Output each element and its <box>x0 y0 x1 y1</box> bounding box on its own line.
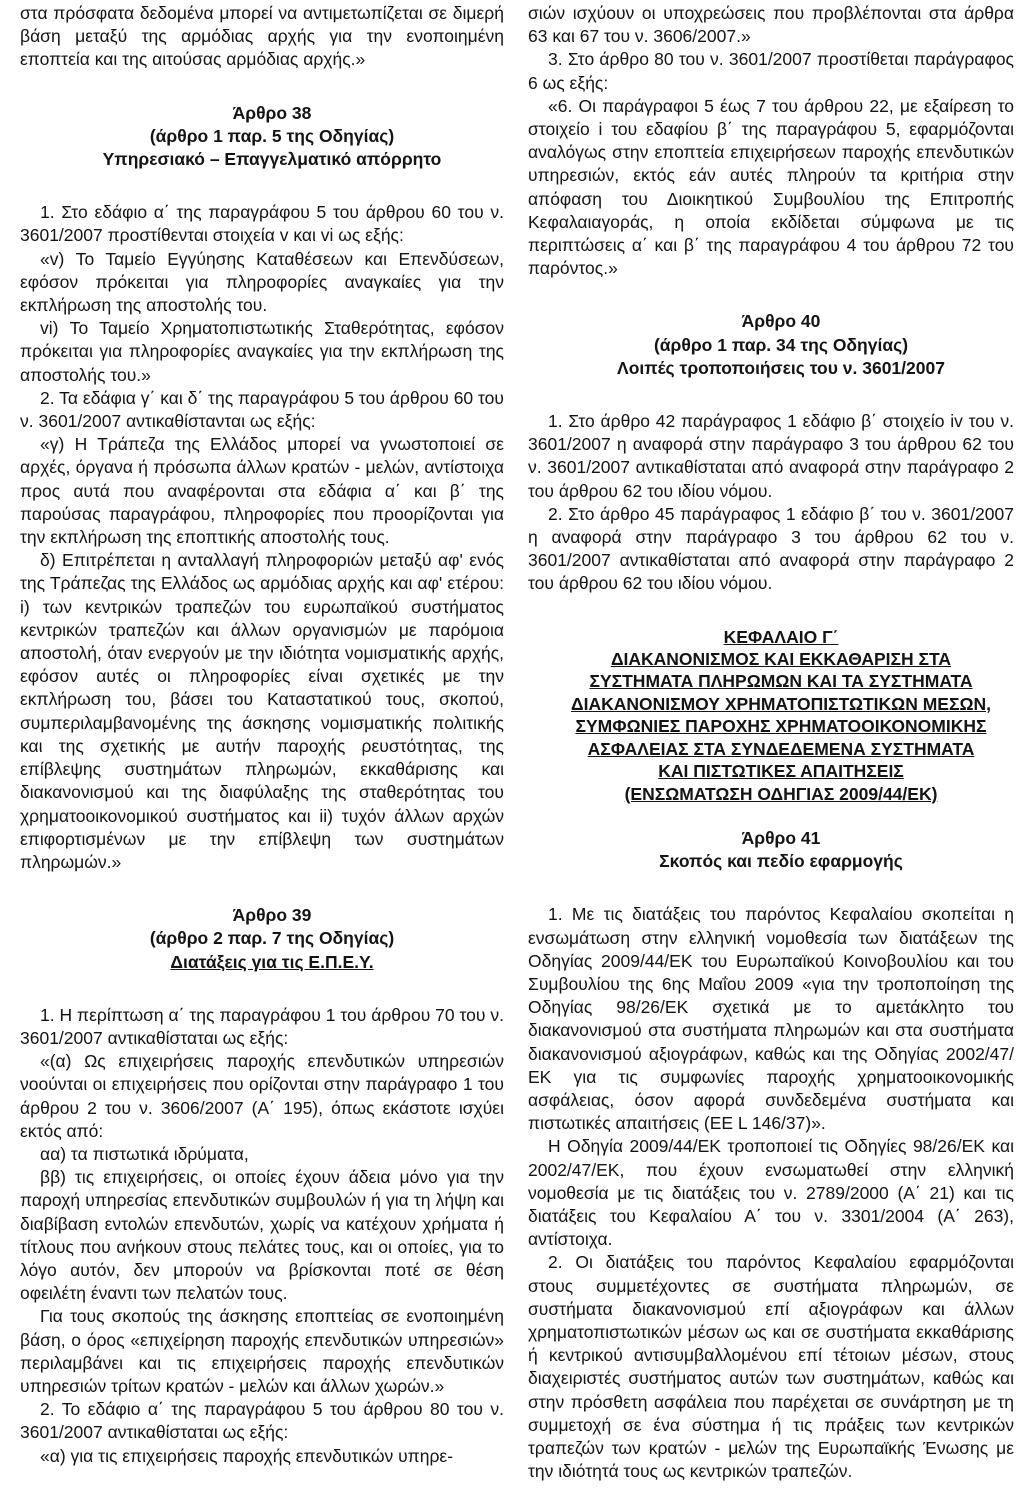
article-38-paragraph: «γ) Η Τράπεζα της Ελλάδος μπορεί να γνωστοποιεί σε αρχές, όργανα ή πρόσωπα άλλων κρατών - μελών, αντίστοιχα προς αυτά που αναφέρονται στα εδάφια α΄ και β΄ της παρούσας παραγράφου, πληροφορίες που προορίζονται για την εκπλήρωση της εποπτικής αποστολής τους. <box>20 434 504 548</box>
chapter-heading-line: ΑΣΦΑΛΕΙΑΣ ΣΤΑ ΣΥΝΔΕΔΕΜΕΝΑ ΣΥΣΤΗΜΑΤΑ <box>587 738 975 759</box>
article-40-paragraph: 1. Στο άρθρο 42 παράγραφος 1 εδάφιο β΄ στοιχείο iv του ν. 3601/2007 η αναφορά στην παράγραφο 3 του άρθρου 62 του ν. 3601/2007 αντικαθίσταται από αναφορά στην παράγραφο 2 του άρθρου 62 του ιδίου νόμου. <box>528 411 1014 501</box>
continuation-paragraph: «6. Οι παράγραφοι 5 έως 7 του άρθρου 22, με εξαίρεση το στοιχείο i του εδαφίου β΄ της παραγράφου 5, εφαρμόζονται αναλόγως στην εποπτεία επιχειρήσεων παροχής επενδυτικών υπηρεσιών, εκτός εάν αυτές πληρούν τα κριτήρια στην απόφαση του Διοικητικού Συμβουλίου της Επιτροπής Κεφαλαιαγοράς, η οποία εκδίδεται σύμφωνα με τις περιπτώσεις α΄ και β΄ της παραγράφου 4 του άρθρου 72 του παρόντος.» <box>528 95 1014 279</box>
chapter-heading-line: ΣΥΣΤΗΜΑΤΑ ΠΛΗΡΩΜΩΝ ΚΑΙ ΤΑ ΣΥΣΤΗΜΑΤΑ <box>589 671 973 692</box>
article-40-subtitle: (άρθρο 1 παρ. 34 της Οδηγίας) <box>653 334 909 355</box>
article-40-paragraph: 2. Στο άρθρο 45 παράγραφος 1 εδάφιο β΄ του ν. 3601/2007 η αναφορά στην παράγραφο 3 του άρθρου 62 του ν. 3601/2007 αντικαθίσταται από αναφορά στην παράγραφο 2 του άρθρου 62 του ιδίου νόμου. <box>528 503 1014 594</box>
article-39-paragraph: «(α) Ως επιχειρήσεις παροχής επενδυτικών υπηρεσιών νοούνται οι επιχειρήσεις που ορίζονται στην παράγραφο 1 του άρθρου 2 του ν. 3606/2007 (Α΄ 195), όπως εκάστοτε ισχύει εκτός από: <box>20 1051 504 1141</box>
article-41-paragraph: 1. Με τις διατάξεις του παρόντος Κεφαλαίου σκοπείται η ενσωμάτωση στην ελληνική νομοθεσία των διατάξεων της Οδηγίας 2009/44/ΕΚ του Ευρωπαϊκού Κοινοβουλίου και του Συμβουλίου της 6ης Μαΐου 2009 «για την τροποποίηση της Οδηγίας 98/26/ΕΚ σχετικά με το αμετάκλητο του διακανονισμού στα συστήματα πληρωμών και στα συστήματα διακανονισμού αξιογράφων, καθώς και της Οδηγίας 2002/47/ΕΚ για τις συμφωνίες παροχής χρηματοοικονομικής ασφάλειας, όσον αφορά συνδεδεμένα συστήματα και πιστωτικές απαιτήσεις (ΕΕ L 146/37)». <box>528 904 1014 1134</box>
chapter-heading-line: ΔΙΑΚΑΝΟΝΙΣΜΟΣ ΚΑΙ ΕΚΚΑΘΑΡΙΣΗ ΣΤΑ <box>610 649 952 670</box>
article-39-subtitle: (άρθρο 2 παρ. 7 της Οδηγίας) <box>149 928 395 949</box>
continuation-paragraph: 3. Στο άρθρο 80 του ν. 3601/2007 προστίθεται παράγραφος 6 ως εξής: <box>528 49 1014 93</box>
continuation-paragraph: σιών ισχύουν οι υποχρεώσεις που προβλέπονται στα άρθρα 63 και 67 του ν. 3606/2007.» <box>528 3 1014 47</box>
article-38-title: Άρθρο 38 <box>232 102 312 123</box>
article-41-heading: Σκοπός και πεδίο εφαρμογής <box>659 851 903 872</box>
article-38-heading: Υπηρεσιακό – Επαγγελματικό απόρρητο <box>102 149 442 170</box>
chapter-heading-line: ΔΙΑΚΑΝΟΝΙΣΜΟΥ ΧΡΗΜΑΤΟΠΙΣΤΩΤΙΚΩΝ ΜΕΣΩΝ, <box>571 693 991 714</box>
article-39-paragraph: Για τους σκοπούς της άσκησης εποπτείας σε ενοποιημένη βάση, ο όρος «επιχείρηση παροχής επενδυτικών υπηρεσιών» περιλαμβάνει και τις επιχειρήσεις παροχής επενδυτικών υπηρεσιών τρίτων κρατών - μελών και άλλων χωρών.» <box>20 1306 504 1396</box>
article-39-paragraph: 2. Το εδάφιο α΄ της παραγράφου 5 του άρθρου 80 του ν. 3601/2007 αντικαθίσταται ως εξής: <box>20 1399 504 1443</box>
article-41-paragraph: Η Οδηγία 2009/44/ΕΚ τροποποιεί τις Οδηγίες 98/26/ΕΚ και 2002/47/ΕΚ, που έχουν ενσωματωθεί στην ελληνική νομοθεσία με τις διατάξεις του ν. 2789/2000 (Α΄ 21) και τις διατάξεις του Κεφαλαίου Α΄ του ν. 3301/2004 (Α΄ 263), αντίστοιχα. <box>528 1136 1014 1250</box>
article-40-heading: Λοιπές τροποποιήσεις του ν. 3601/2007 <box>617 357 945 378</box>
chapter-heading-line: ΚΑΙ ΠΙΣΤΩΤΙΚΕΣ ΑΠΑΙΤΗΣΕΙΣ <box>658 761 904 782</box>
article-38-paragraph: vi) Το Ταμείο Χρηματοπιστωτικής Σταθερότητας, εφόσον πρόκειται για πληροφορίες αναγκαίες για την εκπλήρωση της αποστολής του.» <box>20 318 504 385</box>
article-38-paragraph: δ) Επιτρέπεται η ανταλλαγή πληροφοριών μεταξύ αφ' ενός της Τράπεζας της Ελλάδος ως αρμόδιας αρχής και αφ' ετέρου: i) των κεντρικών τραπεζών του ευρωπαϊκού συστήματος κεντρικών τραπεζών και άλλων οργανισμών με παρόμοια αποστολή, όταν ενεργούν με την ιδιότητα νομισματικής αρχής, εφόσον αυτές οι πληροφορίες είναι σχετικές με την εκπλήρωση του, βάσει του Καταστατικού τους, σκοπού, συμπεριλαμβανομένης της άσκησης νομισματικής πολιτικής και της σχετικής με αυτήν παροχής ρευστότητας, της επίβλεψης συστημάτων πληρωμών, εκκαθάρισης και διακανονισμού και της διαφύλαξης της σταθερότητας του χρηματοοικονομικού συστήματος και ii) τυχόν άλλων αρχών επιφορτισμένων με την επίβλεψη των συστημάτων πληρωμών.» <box>20 550 504 872</box>
article-39-paragraph: 1. Η περίπτωση α΄ της παραγράφου 1 του άρθρου 70 του ν. 3601/2007 αντικαθίσταται ως εξής: <box>20 1004 504 1048</box>
article-39-title: Άρθρο 39 <box>232 905 312 926</box>
right-column <box>528 2 1014 1483</box>
chapter-heading-line: (ΕΝΣΩΜΑΤΩΣΗ ΟΔΗΓΙΑΣ 2009/44/ΕΚ) <box>624 783 938 804</box>
chapter-title: ΚΕΦΑΛΑΙΟ Γ΄ <box>723 626 839 647</box>
article-39-heading <box>20 951 504 974</box>
article-38-subtitle: (άρθρο 1 παρ. 5 της Οδηγίας) <box>149 125 395 146</box>
article-38-paragraph: 1. Στο εδάφιο α΄ της παραγράφου 5 του άρθρου 60 του ν. 3601/2007 προστίθενται στοιχεία v και vi ως εξής: <box>20 202 504 246</box>
article-39-paragraph: αα) τα πιστωτικά ιδρύματα, <box>40 1143 249 1164</box>
chapter-heading-line: ΣΥΜΦΩΝΙΕΣ ΠΑΡΟΧΗΣ ΧΡΗΜΑΤΟΟΙΚΟΝΟΜΙΚΗΣ <box>575 716 987 737</box>
article-39-paragraph: ββ) τις επιχειρήσεις, οι οποίες έχουν άδεια μόνο για την παροχή υπηρεσίας επενδυτικών συμβουλών ή για τη λήψη και διαβίβαση εντολών επενδυτών, χωρίς να κατέχουν χρήματα ή τίτλους που ανήκουν στους πελάτες τους, και οι οποίες, για το λόγο αυτόν, δεν μπορούν να βρίσκονται ποτέ σε θέση οφειλέτη έναντι των πελατών τους. <box>20 1167 504 1304</box>
article-41-paragraph: 2. Οι διατάξεις του παρόντος Κεφαλαίου εφαρμόζονται στους συμμετέχοντες σε συστήματα πληρωμών, σε συστήματα διακανονισμού επί αξιογράφων και άλλων χρηματοπιστωτικών μέσων ως και σε συστήματα εκκαθάρισης ή κεντρικού αντισυμβαλλομένου επί τέτοιων μέσων, στους διαχειριστές συστήματος αυτών των συστημάτων, καθώς και στην πρόσθετη ασφάλεια που παρέχεται σε συνάρτηση με τη συμμετοχή σε ένα σύστημα ή τις πράξεις των κεντρικών τραπεζών των κρατών - μελών της Ευρωπαϊκής Ένωσης με την ιδιότητά τους ως κεντρικών τραπεζών. <box>528 1252 1014 1482</box>
article-40-title: Άρθρο 40 <box>741 311 821 332</box>
article-41-title: Άρθρο 41 <box>741 827 821 848</box>
article-39-paragraph: «α) για τις επιχειρήσεις παροχής επενδυτικών υπηρε- <box>40 1445 454 1466</box>
intro-paragraph: στα πρόσφατα δεδομένα μπορεί να αντιμετωπίζεται σε διμερή βάση μεταξύ της αρμόδιας αρχής για την ενοποιημένη εποπτεία και της αιτούσας αρμόδιας αρχής.» <box>20 3 504 70</box>
left-column <box>20 2 504 1468</box>
article-38-paragraph: 2. Τα εδάφια γ΄ και δ΄ της παραγράφου 5 του άρθρου 60 του ν. 3601/2007 αντικαθίστανται ως εξής: <box>20 387 504 432</box>
article-38-paragraph: «v) Το Ταμείο Εγγύησης Καταθέσεων και Επενδύσεων, εφόσον πρόκειται για πληροφορίες αναγκαίες για την εκπλήρωση της αποστολής του. <box>20 248 504 316</box>
article-39-heading-text: Διατάξεις για τις Ε.Π.Ε.Υ. <box>170 951 374 972</box>
